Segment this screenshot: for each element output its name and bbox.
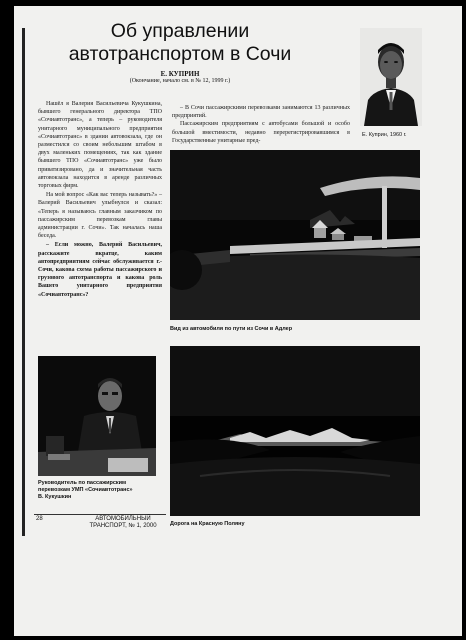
page-number: 28 xyxy=(36,516,43,522)
footer-divider xyxy=(34,514,166,515)
title-line-1: Об управлении xyxy=(110,20,250,42)
paragraph: Нашёл я Валерия Васильевича Кукушкина, бывшего генерального директора ТПО «Сочиавтотранс», а теперь – руководителя унитарного муниципального предприятия «Сочиавтотранс» в здании автовокзала, где он разместился со своим небольшим штабом в двух маленьких помещениях, так как здание бывшего ТПО «Сочиавтотранс» уже было приватизировано, да и значительная часть автовокзала находится в аренде различных торговых фирм. xyxy=(38,101,162,190)
article-title xyxy=(60,20,300,66)
interview-question: – Если можно, Валерий Васильевич, расскажите вкратце, каким автопредприятиям сейчас обслуживается г.-Сочи, какова схема работы пассажирского и грузового автотранспорта и какова роль Вашего унитарного предприятия «Сочиавтотранс»? xyxy=(38,242,162,298)
title-line-2: автотранспортом в Сочи xyxy=(68,43,292,65)
caption-line: Руководитель по пассажирским xyxy=(38,480,127,486)
right-text-column xyxy=(172,104,350,145)
mountain-photo-caption: Дорога на Красную Поляну xyxy=(170,521,245,527)
left-margin-rule xyxy=(22,28,25,536)
mountain-road-photo xyxy=(170,346,420,516)
caption-line: перевозкам УМП «Сочиавтотранс» xyxy=(38,487,133,493)
author-portrait-photo xyxy=(360,28,422,126)
caption-line: В. Кукушкин xyxy=(38,494,72,500)
paragraph: Пассажирским предприятиям с автобусами большой и особо большой вместимости, недавно перерегистрировавшимся в Государственные унитарные пред- xyxy=(172,121,350,144)
left-text-column xyxy=(38,100,162,300)
portrait-caption: Е. Куприн, 1960 г. xyxy=(362,132,407,138)
road-photo xyxy=(170,150,420,320)
paragraph: На мой вопрос «Как вас теперь называть?» – Валерий Васильевич улыбнулся и сказал: «Теперь я называюсь главным заказчиком по пассажирским перевозкам главы администрации г. Сочи». Так началась наша беседа. xyxy=(38,192,162,240)
road-photo-caption: Вид из автомобиля по пути из Сочи в Адлер xyxy=(170,326,293,332)
paragraph: – В Сочи пассажирскими перевозками занимаются 13 различных предприятий. xyxy=(172,105,350,120)
magazine-title xyxy=(86,516,160,530)
manager-photo-caption xyxy=(38,480,168,501)
manager-photo xyxy=(38,356,156,476)
author-name: Е. КУПРИН xyxy=(160,70,200,78)
magazine-line: АВТОМОБИЛЬНЫЙ xyxy=(95,516,151,522)
magazine-line: ТРАНСПОРТ, № 1, 2000 xyxy=(89,523,157,529)
continuation-note: (Окончание, начало см. в № 12, 1999 г.) xyxy=(129,78,231,84)
